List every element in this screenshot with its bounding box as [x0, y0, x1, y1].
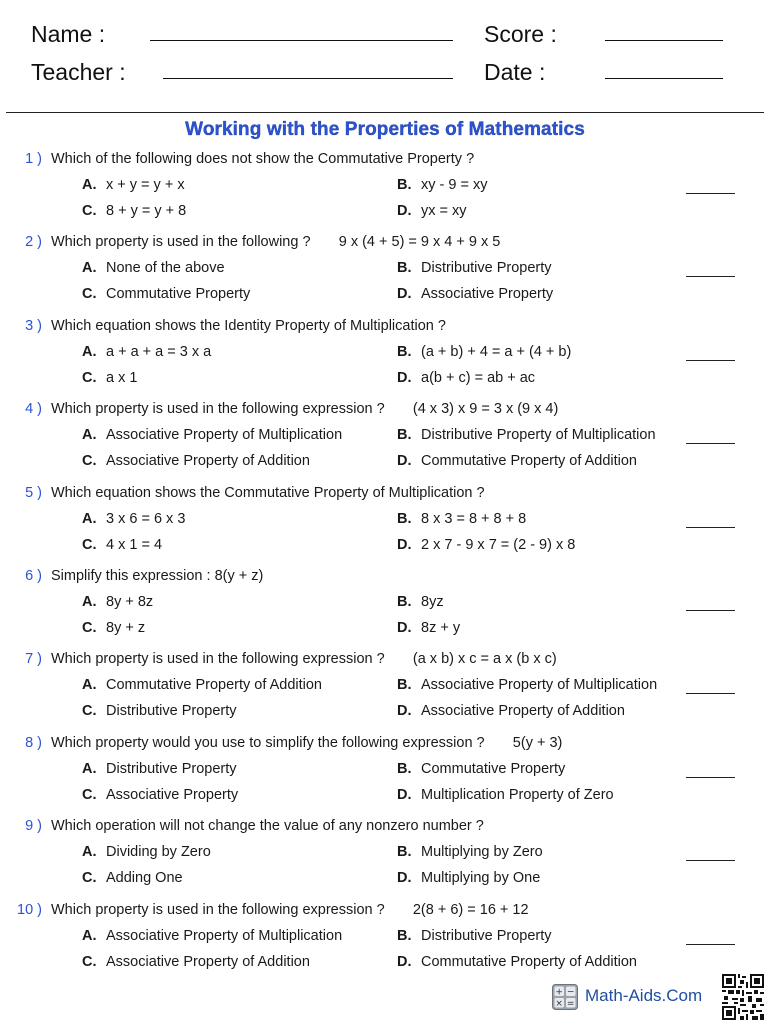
option-a — [82, 594, 153, 610]
option-text: 8y + 8z — [106, 594, 154, 610]
option-text: Associative Property — [106, 787, 239, 803]
option-text: Associative Property — [421, 286, 554, 302]
option-text: Adding One — [106, 870, 183, 886]
name-label: Name : — [31, 21, 106, 47]
question-10 — [0, 902, 770, 986]
option-letter: C. — [82, 870, 97, 886]
option-letter: A. — [82, 928, 97, 944]
question-number: 7 ) — [25, 651, 42, 667]
option-c — [82, 787, 238, 803]
question-3 — [0, 318, 770, 402]
option-text: Multiplication Property of Zero — [421, 787, 614, 803]
option-a — [82, 677, 322, 693]
option-text: Multiplying by One — [421, 870, 541, 886]
option-letter: C. — [82, 203, 97, 219]
option-a — [82, 844, 211, 860]
option-letter: D. — [397, 787, 412, 803]
option-letter: C. — [82, 787, 97, 803]
teacher-label: Teacher : — [31, 59, 126, 85]
option-letter: A. — [82, 344, 97, 360]
option-text: Distributive Property — [421, 928, 552, 944]
option-text: 8 x 3 = 8 + 8 + 8 — [421, 511, 527, 527]
question-text: Which property is used in the following ? 9 x (4 + 5) = 9 x 4 + 9 x 5 — [51, 234, 501, 250]
option-letter: C. — [82, 370, 97, 386]
option-text: a x 1 — [106, 370, 138, 386]
option-c — [82, 537, 162, 553]
teacher-field[interactable] — [163, 78, 453, 79]
option-letter: D. — [397, 453, 412, 469]
option-text: Commutative Property of Addition — [106, 677, 322, 693]
option-text: Associative Property of Multiplication — [106, 928, 343, 944]
question-1 — [0, 151, 770, 235]
question-text: Which property would you use to simplify the following expression ? 5(y + 3) — [51, 735, 563, 751]
option-letter: C. — [82, 703, 97, 719]
option-text: 3 x 6 = 6 x 3 — [106, 511, 186, 527]
option-text: Commutative Property of Addition — [421, 954, 637, 970]
option-c — [82, 703, 237, 719]
option-text: Distributive Property — [106, 761, 237, 777]
option-text: Associative Property of Addition — [421, 703, 625, 719]
option-text: Distributive Property — [421, 260, 552, 276]
option-d — [397, 870, 540, 886]
option-text: Dividing by Zero — [106, 844, 211, 860]
option-c — [82, 286, 250, 302]
option-text: Commutative Property of Addition — [421, 453, 637, 469]
option-letter: D. — [397, 203, 412, 219]
score-label: Score : — [484, 21, 557, 47]
question-text: Which property is used in the following expression ? (a x b) x c = a x (b x c) — [51, 651, 557, 667]
svg-text:+: + — [555, 987, 563, 998]
question-8 — [0, 735, 770, 819]
option-text: Commutative Property — [421, 761, 566, 777]
svg-text:=: = — [566, 999, 575, 1009]
option-letter: D. — [397, 703, 412, 719]
question-4 — [0, 401, 770, 485]
question-number: 3 ) — [25, 318, 42, 334]
option-text: a + a + a = 3 x a — [106, 344, 212, 360]
option-letter: B. — [397, 761, 412, 777]
question-number: 5 ) — [25, 485, 42, 501]
option-b — [397, 761, 565, 777]
option-a — [82, 761, 237, 777]
option-letter: B. — [397, 260, 412, 276]
question-text: Which equation shows the Identity Property of Multiplication ? — [51, 318, 446, 334]
option-letter: C. — [82, 286, 97, 302]
option-text: a(b + c) = ab + ac — [421, 370, 536, 386]
option-letter: A. — [82, 761, 97, 777]
option-d — [397, 703, 625, 719]
question-number: 1 ) — [25, 151, 42, 167]
question-number: 2 ) — [25, 234, 42, 250]
option-letter: A. — [82, 511, 97, 527]
option-b — [397, 677, 657, 693]
option-letter: A. — [82, 677, 97, 693]
option-a — [82, 177, 185, 193]
answer-blank[interactable] — [686, 860, 735, 861]
name-field[interactable] — [150, 40, 453, 41]
question-7 — [0, 651, 770, 735]
option-a — [82, 344, 211, 360]
question-number: 10 ) — [17, 902, 42, 918]
option-letter: B. — [397, 594, 412, 610]
option-d — [397, 537, 575, 553]
option-a — [82, 260, 225, 276]
answer-blank[interactable] — [686, 276, 735, 277]
option-text: Distributive Property of Multiplication — [421, 427, 656, 443]
option-text: Associative Property of Addition — [106, 453, 310, 469]
option-letter: A. — [82, 177, 97, 193]
svg-text:×: × — [555, 999, 563, 1009]
option-text: Associative Property of Multiplication — [421, 677, 658, 693]
option-d — [397, 286, 553, 302]
answer-blank[interactable] — [686, 944, 735, 945]
option-letter: D. — [397, 954, 412, 970]
option-letter: B. — [397, 844, 412, 860]
option-letter: C. — [82, 620, 97, 636]
date-field[interactable] — [605, 78, 723, 79]
option-letter: C. — [82, 453, 97, 469]
score-field[interactable] — [605, 40, 723, 41]
worksheet-title: Working with the Properties of Mathematics — [185, 119, 585, 140]
option-letter: D. — [397, 870, 412, 886]
option-d — [397, 620, 460, 636]
option-letter: A. — [82, 260, 97, 276]
option-text: 8yz — [421, 594, 444, 610]
question-number: 4 ) — [25, 401, 42, 417]
answer-blank[interactable] — [686, 360, 735, 361]
question-2 — [0, 234, 770, 318]
option-d — [397, 787, 614, 803]
option-b — [397, 260, 552, 276]
option-b — [397, 594, 444, 610]
option-b — [397, 427, 656, 443]
option-letter: C. — [82, 537, 97, 553]
option-d — [397, 954, 637, 970]
question-text: Simplify this expression : 8(y + z) — [51, 568, 264, 584]
question-text: Which property is used in the following expression ? 2(8 + 6) = 16 + 12 — [51, 902, 529, 918]
option-d — [397, 203, 467, 219]
option-text: 4 x 1 = 4 — [106, 537, 163, 553]
option-c — [82, 453, 310, 469]
option-letter: A. — [82, 427, 97, 443]
question-text: Which of the following does not show the Commutative Property ? — [51, 151, 475, 167]
option-a — [82, 427, 342, 443]
option-text: (a + b) + 4 = a + (4 + b) — [421, 344, 572, 360]
option-text: Distributive Property — [106, 703, 237, 719]
option-b — [397, 344, 571, 360]
option-letter: A. — [82, 594, 97, 610]
option-letter: B. — [397, 511, 412, 527]
answer-blank[interactable] — [686, 610, 735, 611]
option-c — [82, 203, 186, 219]
option-c — [82, 370, 137, 386]
option-c — [82, 870, 183, 886]
question-number: 8 ) — [25, 735, 42, 751]
date-label: Date : — [484, 59, 546, 85]
option-letter: B. — [397, 677, 412, 693]
answer-blank[interactable] — [686, 193, 735, 194]
option-text: x + y = y + x — [106, 177, 185, 193]
qr-code-icon — [722, 974, 764, 1020]
option-text: xy - 9 = xy — [421, 177, 488, 193]
question-number: 9 ) — [25, 818, 42, 834]
question-6 — [0, 568, 770, 652]
option-a — [82, 928, 342, 944]
option-b — [397, 511, 526, 527]
option-letter: B. — [397, 177, 412, 193]
option-text: 8y + z — [106, 620, 146, 636]
question-5 — [0, 485, 770, 569]
option-text: 2 x 7 - 9 x 7 = (2 - 9) x 8 — [421, 537, 576, 553]
question-text: Which equation shows the Commutative Property of Multiplication ? — [51, 485, 485, 501]
option-b — [397, 844, 543, 860]
option-text: Associative Property of Addition — [106, 954, 310, 970]
answer-blank[interactable] — [686, 777, 735, 778]
option-letter: A. — [82, 844, 97, 860]
answer-blank[interactable] — [686, 443, 735, 444]
calculator-icon — [552, 984, 578, 1010]
option-letter: D. — [397, 370, 412, 386]
option-text: Commutative Property — [106, 286, 251, 302]
option-letter: D. — [397, 620, 412, 636]
option-text: 8z + y — [421, 620, 461, 636]
question-9 — [0, 818, 770, 902]
header-divider — [6, 112, 764, 113]
option-text: Multiplying by Zero — [421, 844, 543, 860]
option-letter: D. — [397, 286, 412, 302]
question-number: 6 ) — [25, 568, 42, 584]
option-text: yx = xy — [421, 203, 467, 219]
option-b — [397, 928, 552, 944]
answer-blank[interactable] — [686, 693, 735, 694]
svg-text:−: − — [566, 987, 575, 998]
question-text: Which operation will not change the value of any nonzero number ? — [51, 818, 484, 834]
option-letter: B. — [397, 344, 412, 360]
option-text: Associative Property of Multiplication — [106, 427, 343, 443]
option-c — [82, 620, 145, 636]
option-a — [82, 511, 185, 527]
option-d — [397, 453, 637, 469]
option-c — [82, 954, 310, 970]
option-letter: C. — [82, 954, 97, 970]
option-letter: D. — [397, 537, 412, 553]
option-text: 8 + y = y + 8 — [106, 203, 187, 219]
option-d — [397, 370, 535, 386]
question-text: Which property is used in the following expression ? (4 x 3) x 9 = 3 x (9 x 4) — [51, 401, 559, 417]
answer-blank[interactable] — [686, 527, 735, 528]
option-text: None of the above — [106, 260, 225, 276]
brand-name: Math-Aids.Com — [585, 986, 703, 1005]
option-b — [397, 177, 487, 193]
option-letter: B. — [397, 427, 412, 443]
option-letter: B. — [397, 928, 412, 944]
